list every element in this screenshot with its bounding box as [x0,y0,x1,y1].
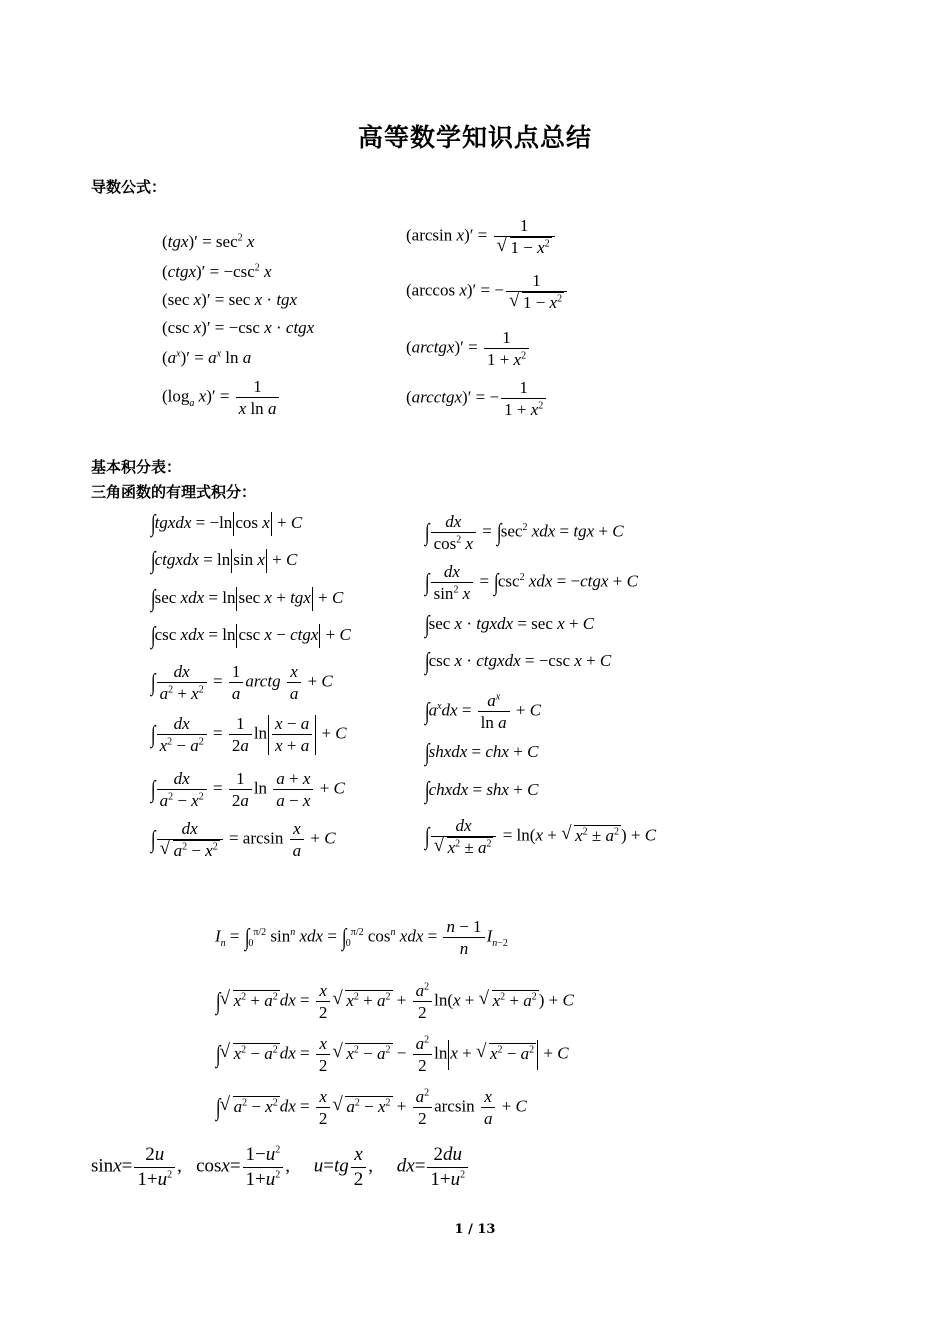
formula-int-sec: ∫sec xdx = ln sec x + tgx + C [150,586,344,612]
formula-int-sqrt-x2-plus-a2: ∫√ $x^2 + a^2$ dx = $\frac{x}{2}$ √ $x^2 + a^2$ + $\frac{a^2}{2}$ ln(x + √ $x^2 + a^2$ ) + C [215,980,574,1024]
formula-int-csc-ctg: ∫csc x · ctgxdx = −csc x + C [424,649,612,675]
formula-deriv-arccos: (arccos x)′ = − 1 √ $1 - x^2$ [406,270,569,314]
formula-deriv-exp: $(a^x)' = a^x$ ln a [162,348,252,367]
formula-int-sqrt-x2-minus-a2: ∫√ $x^2 - a^2$ dx = $\frac{x}{2}$ √ $x^2 - a^2$ − $\frac{a^2}{2}$ ln x + √ $x^2 - a^2 + C$ [215,1033,569,1077]
formula-int-tg: ∫tgxdx = −ln cos x + C [150,511,303,537]
formula-int-sec-tg: ∫sec x · tgxdx = sec x + C [424,612,595,638]
formula-int-sec2: ∫ $\frac{dx}{\cos^2 x}$ = $\int\sec^2$ xdx = tgx + C [424,512,624,554]
formula-int-sqrt-a2-minus-x2: ∫√ $a^2 - x^2$ dx = $\frac{x}{2}$ √ $a^2 - x^2$ + $\frac{a^2}{2}$ arcsin $\frac{x}{a}$ + C [215,1086,527,1130]
formula-int-a2-minus-x2: ∫ $\frac{dx}{a^2 - x^2}$ = $\frac{1}{2a}$ ln $\frac{a + x}{a - x}$ + C [150,769,345,811]
formula-deriv-arctg: (arctgx)′ = $\frac{1}{1 + x^2}$ [406,327,531,371]
page-title: 高等数学知识点总结 [357,123,592,152]
formula-int-arctg: ∫ $\frac{dx}{a^2 + x^2}$ = $\frac{1}{a}$ arctg $\frac{x}{a}$ + C [150,662,333,704]
formula-reduction: $I_n = \int_0^{\pi/2}$ $\sin^n$ xdx = $\int_0^{\pi/2}$ $\cos^n$ xdx = $\frac{n - 1}{n}$ $I_{n-2}$ [215,917,508,959]
formula-deriv-tg: $(tgx)' = \sec^2 x$ [162,232,255,251]
heading-trig-rational: 三角函数的有理式积分： [91,483,257,501]
formula-int-arcsin: ∫ dx √ $a^2 - x^2$ = arcsin $\frac{x}{a}$ + C [150,818,336,862]
heading-integrals: 基本积分表： [91,458,182,476]
heading-derivatives: 导数公式： [91,178,167,196]
formula-int-x2-minus-a2: ∫ $\frac{dx}{x^2 - a^2}$ = $\frac{1}{2a}$ ln $\frac{x - a}{x + a}$ + C [150,714,347,756]
formula-int-ch: ∫chxdx = shx + C [424,778,539,804]
formula-deriv-ctg: (ctgx)′ = $-\csc^2$ x [162,262,272,281]
formula-int-sh: ∫shxdx = chx + C [424,740,539,766]
formula-deriv-csc: (csc x)′ = −csc x · ctgx [162,318,315,337]
formula-weierstrass: sinx= $\frac{2u}{1+u^2}$ , cosx= $\frac{1-u^2}{1+u^2}$ , u=tg $\frac{x}{2}$ , dx= $\frac{2du}{1+u^2}$ [91,1143,470,1192]
formula-int-ln-sqrt: ∫ dx √ $x^2 \pm a^2$ = ln(x + √ $x^2 \pm a^2$ ) + C [424,815,656,859]
formula-deriv-arcsin: (arcsin x)′ = 1 √ $1 - x^2$ [406,215,557,259]
formula-int-csc: ∫csc xdx = ln csc x − ctgx + C [150,623,351,649]
formula-deriv-sec: (sec x)′ = sec x · tgx [162,290,298,309]
formula-int-exp: $\int a^xdx$ = $\frac{a^x}{\text{ln a}}$ + C [424,691,542,733]
formula-int-csc2: ∫ $\frac{dx}{\sin^2 x}$ = $\int\csc^2$ xdx = −ctgx + C [424,562,638,604]
page-number: 1 / 13 [454,1222,496,1237]
formula-int-ctg: ∫ctgxdx = ln sin x + C [150,548,298,574]
formula-deriv-arcctg: (arcctgx)′ = − $\frac{1}{1 + x^2}$ [406,377,548,421]
formula-deriv-log: ($\log_a$ x)′ = $\frac{1}{\text{x ln a}}$ [162,376,281,420]
